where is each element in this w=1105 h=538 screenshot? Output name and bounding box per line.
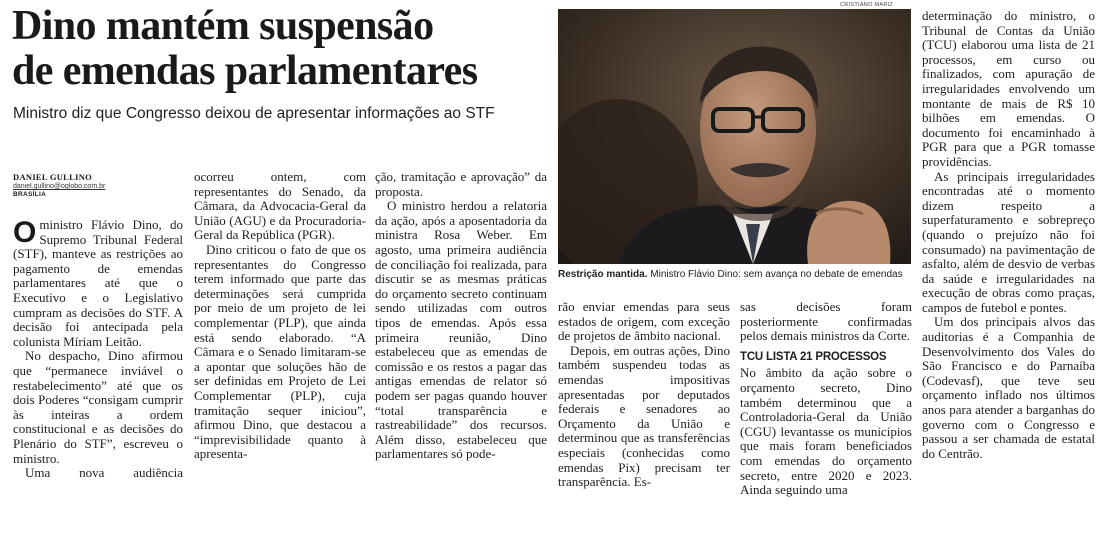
photo-caption — [558, 269, 913, 280]
article-column-5 — [740, 300, 912, 530]
article-paragraph: No âmbito da ação sobre o orçamento secreto, Dino também determinou que a Controladoria-Geral da União (CGU) levantasse os municípios que mais foram beneficiados com emendas do orçamento secreto, entre 2020 e 2023. Ainda seguindo uma — [740, 365, 912, 498]
article-paragraph: O ministro herdou a relatoria da ação, após a aposentadoria da ministra Rosa Weber. Em agosto, uma primeira audiência de conciliação foi realizada, para discutir se as mesmas práticas do orçamento secreto continuam sendo utilizadas com outros tipos de emendas. Após essa primeira reunião, Dino estabeleceu que as emendas de comissão e os restos a pagar das antigas emendas de relator só podem ser pagas quando houver “total transparência e rastreabilidade” dos recursos. Além disso, estabeleceu que parlamentares só pode- — [375, 198, 547, 462]
article-paragraph: As principais irregularidades encontradas até o momento dizem respeito a superfaturamento e sobrepreço (quando o prejuízo não foi consumado) na pavimentação de asfalto, além de desvio de verbas da saúde e irregularidades na execução de obras como praças, campos de futebol e pontes. — [922, 168, 1095, 315]
article-photo — [558, 9, 911, 264]
article-paragraph: rão enviar emendas para seus estados de origem, com exceção de projetos de âmbito nacional. — [558, 300, 730, 344]
article-paragraph: Um dos principais alvos das auditorias é a Companhia de Desenvolvimento dos Vales do São Francisco e do Parnaíba (Codevasf), que teve seu orçamento inflado nos últimos anos para atender a barganhas do governo com o Congresso e passou a ser chamada de estatal do Centrão. — [922, 314, 1095, 461]
article-paragraph: Oministro Flávio Dino, do Supremo Tribunal Federal (STF), manteve as restrições ao pagamento de emendas parlamentares até que o Executivo e o Legislativo cumpram as decisões do STF. A decisão foi antecipada pela colunista Míriam Leitão. — [13, 218, 183, 349]
article-paragraph: ocorreu ontem, com representantes do Senado, da Câmara, da Advocacia-Geral da União (AGU) e da Procuradoria-Geral da República (PGR). — [194, 170, 366, 243]
headline-line-1: Dino mantém suspensão — [12, 3, 434, 49]
article-paragraph: Uma nova audiência — [25, 465, 183, 481]
section-subheading: TCU LISTA 21 PROCESSOS — [740, 350, 887, 363]
byline — [13, 172, 183, 198]
subheadline: Ministro diz que Congresso deixou de apresentar informações ao STF — [13, 105, 495, 122]
portrait-illustration — [558, 9, 911, 264]
author-name: DANIEL GULLINO — [13, 172, 93, 182]
headline-line-2: de emendas parlamentares — [12, 48, 478, 94]
drop-cap: O — [13, 218, 37, 249]
photo-credit: CRISTIANO MARIZ — [840, 2, 894, 8]
caption-text: Ministro Flávio Dino: sem avança no debate de emendas — [647, 269, 903, 280]
article-column-4 — [558, 300, 730, 530]
headline — [12, 4, 542, 94]
article-paragraph: sas decisões foram posteriormente confirmadas pelos demais ministros da Corte. — [740, 300, 912, 344]
article-paragraph: determinação do ministro, o Tribunal de Contas da União (TCU) elaborou uma lista de 21 processos, em curso ou finalizados, com apuração de irregularidades envolvendo um montante de mais de R$ 10 bilhões em emendas. O documento foi encaminhado à PGR para que a PGR tomasse providências. — [922, 9, 1095, 169]
article-column-2 — [194, 170, 366, 530]
article-column-3 — [375, 170, 547, 530]
dateline-place: BRASÍLIA — [13, 191, 47, 198]
article-column-1 — [13, 218, 183, 530]
article-column-6 — [922, 9, 1095, 532]
author-email-link[interactable]: daniel.gullino@oglobo.com.br — [13, 183, 106, 190]
article-paragraph: ção, tramitação e aprovação” da proposta. — [375, 170, 547, 199]
caption-lead: Restrição mantida. — [558, 269, 648, 280]
article-paragraph: No despacho, Dino afirmou que “permanece inviável o restabelecimento” até que os dois Poderes “consigam cumprir às inteiras a ordem constitucional e as decisões do Plenário do STF”, escreveu o ministro. — [13, 348, 183, 466]
article-paragraph: Dino criticou o fato de que os representantes do Congresso terem informado que parte das determinações será cumprida por meio de um projeto de lei complementar (PLP), que ainda está sendo elaborado. “A Câmara e o Senado limitaram-se a apontar que soluções hão de ser definidas em Projeto de Lei Complementar (PLP), cuja tramitação sequer iniciou”, afirmou Dino, que destacou a “imprevisibilidade quanto à apresenta- — [194, 241, 366, 462]
article-paragraph: Depois, em outras ações, Dino também suspendeu todas as emendas impositivas apresentadas por deputados federais e senadores ao Orçamento da União e determinou que as transferências especiais (conhecidas como emendas Pix) precisam ter transparência. Es- — [558, 342, 730, 490]
